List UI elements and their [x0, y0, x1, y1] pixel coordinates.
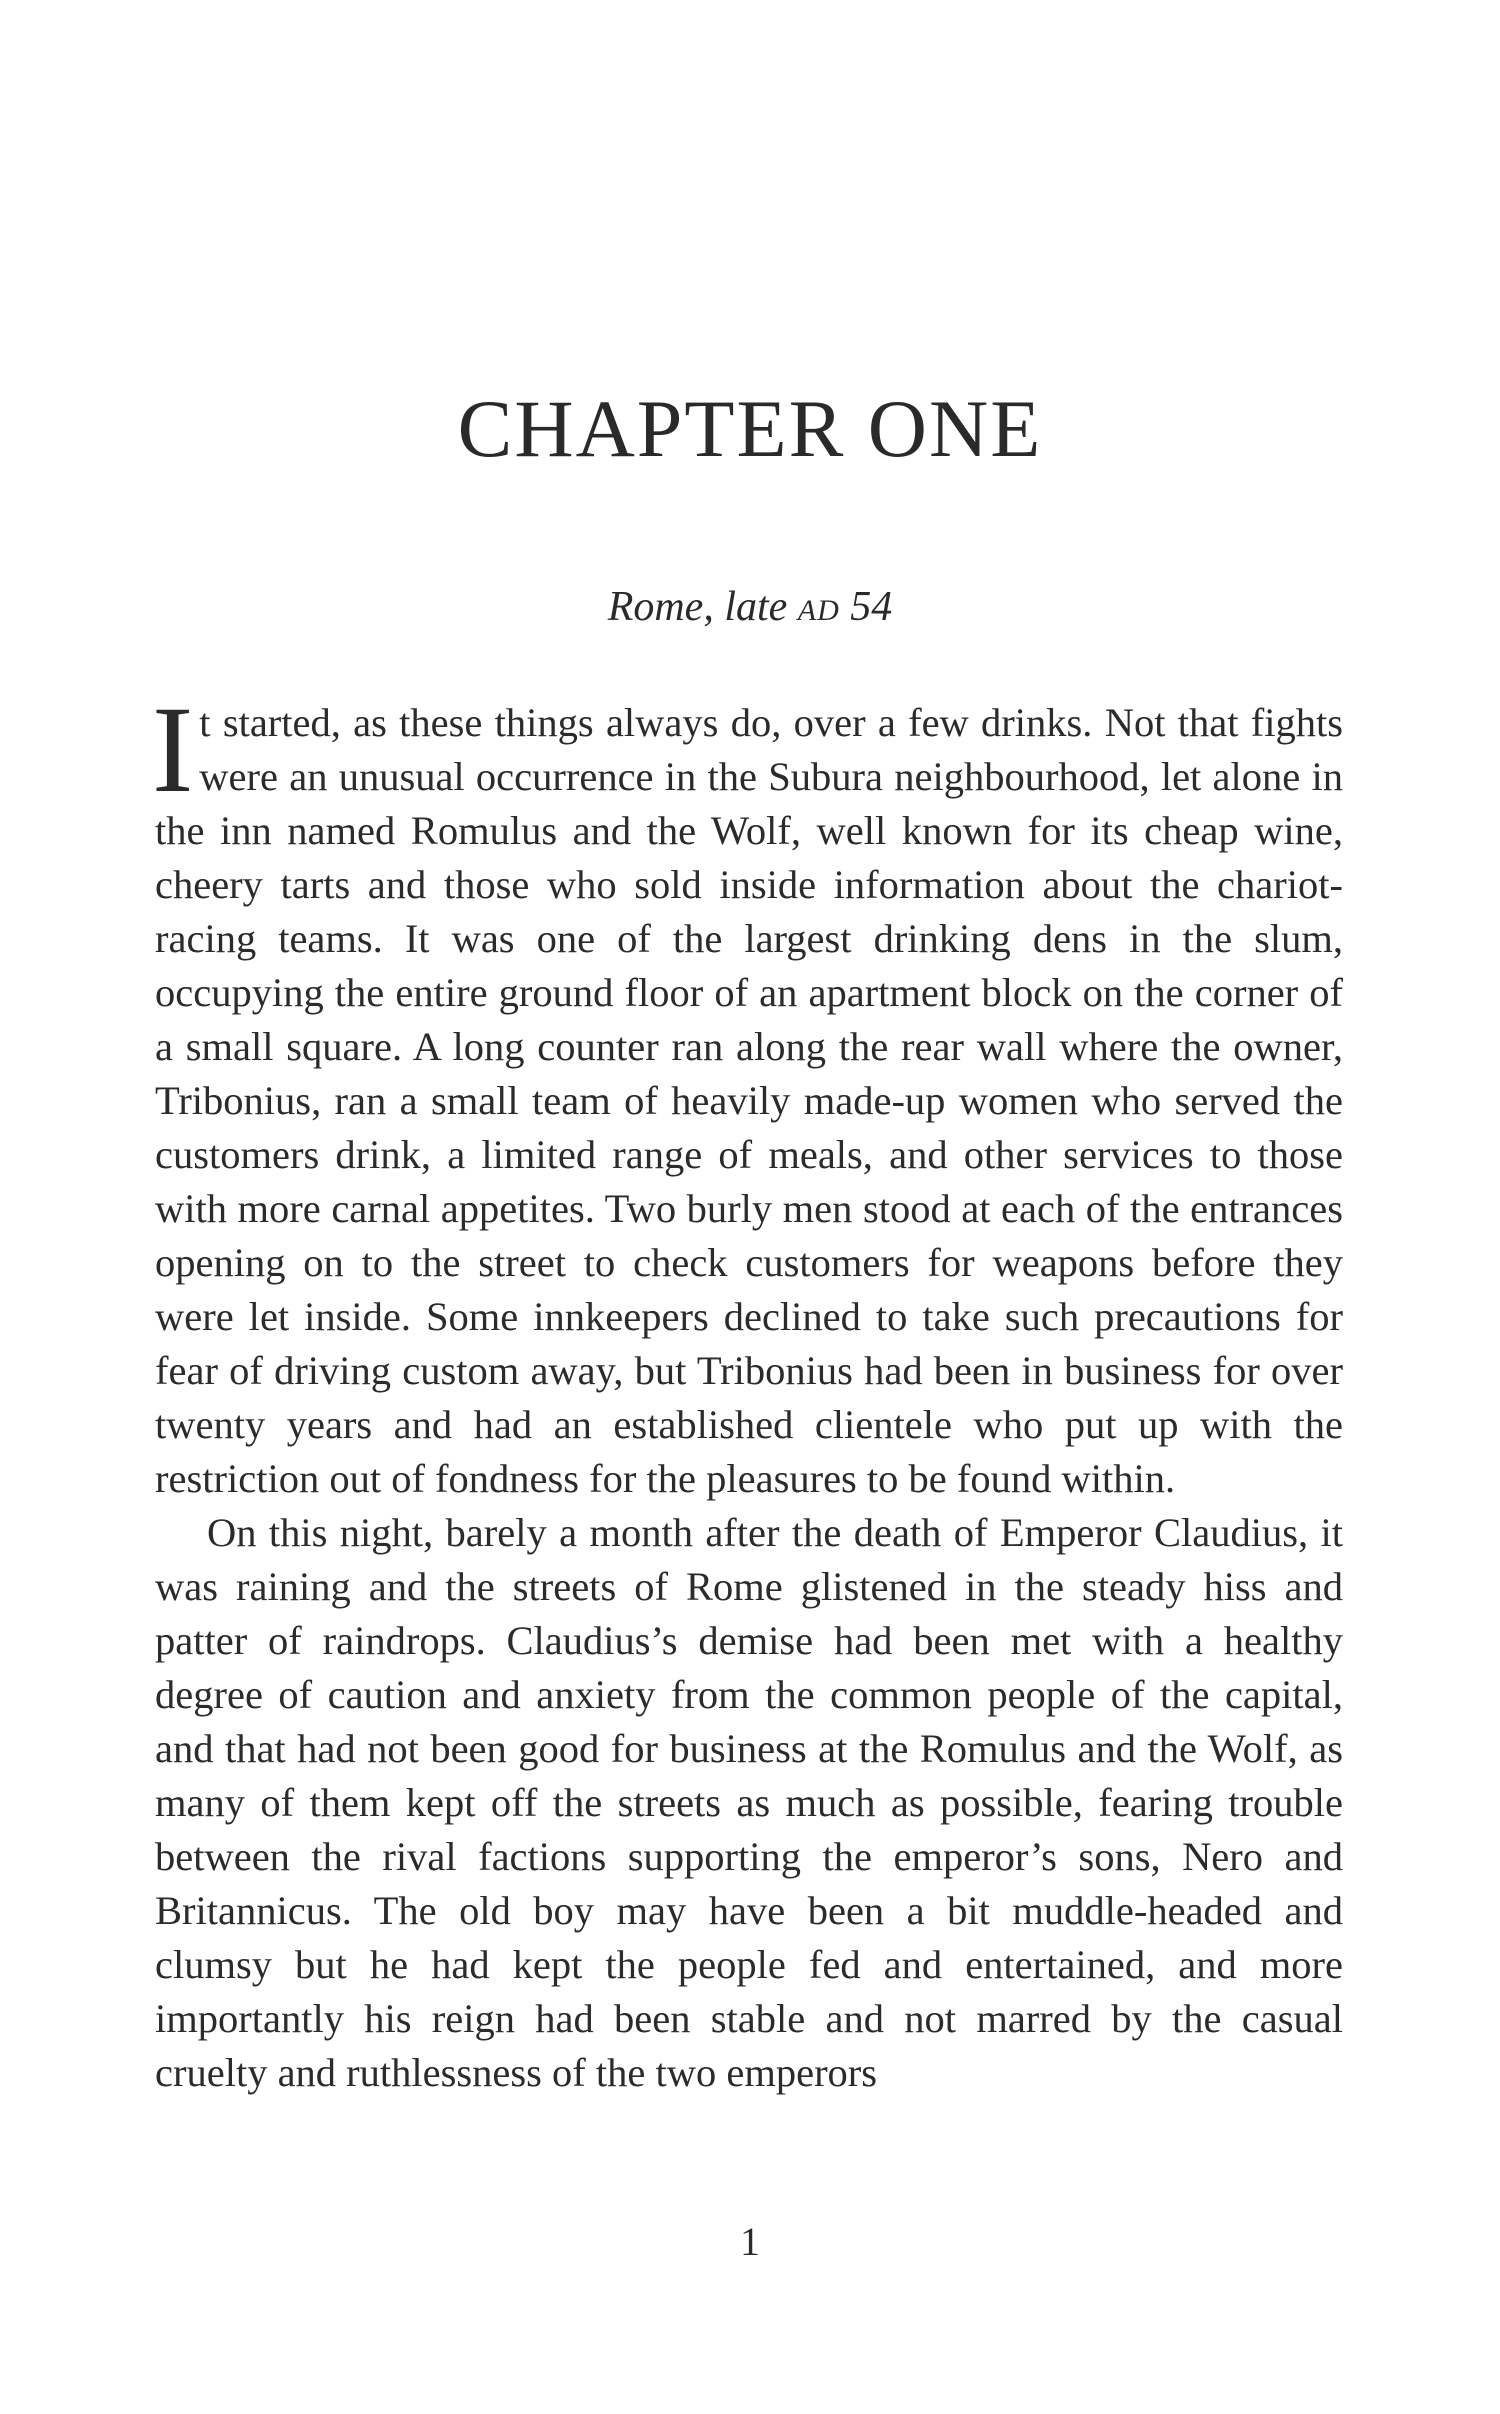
setting-year: 54 — [839, 584, 893, 630]
setting-era: AD — [797, 594, 840, 627]
paragraph-1-text: t started, as these things always do, over a few drinks. Not that fights were an unusual occurrence in the Subura neighbourhood, let alone in the inn named Romulus and the Wolf, well known for its cheap wine, cheery tarts and those who sold inside information about the chariot-racing teams. It was one of the largest drinking dens in the slum, occupying the entire ground floor of an apartment block on the corner of a small square. A long counter ran along the rear wall where the owner, Tribonius, ran a small team of heavily made-up women who served the customers drink, a limited range of meals, and other services to those with more carnal appetites. Two burly men stood at each of the entrances opening on to the street to check customers for weapons before they were let inside. Some innkeepers declined to take such precautions for fear of driving custom away, but Tribonius had been in business for over twenty years and had an established clientele who put up with the restriction out of fondness for the pleasures to be found within. — [155, 700, 1343, 1501]
chapter-body — [152, 681, 1343, 2100]
paragraph-2: On this night, barely a month after the death of Emperor Claudius, it was raining and the streets of Rome glistened in the steady hiss and patter of raindrops. Claudius’s demise had been met with a healthy degree of caution and anxiety from the common people of the capital, and that had not been good for business at the Romulus and the Wolf, as many of them kept off the streets as much as possible, fearing trouble between the rival factions supporting the emperor’s sons, Nero and Britannicus. The old boy may have been a bit muddle-headed and clumsy but he had kept the people fed and entertained, and more importantly his reign had been stable and not marred by the casual cruelty and ruthlessness of the two emperors — [155, 1510, 1343, 2095]
chapter-title: CHAPTER ONE — [457, 383, 1043, 474]
paragraph-1 — [152, 681, 1343, 1506]
chapter-setting — [0, 586, 1500, 628]
setting-place: Rome, late — [607, 584, 798, 630]
page-number: 1 — [740, 2219, 760, 2264]
drop-cap: I — [152, 681, 194, 818]
